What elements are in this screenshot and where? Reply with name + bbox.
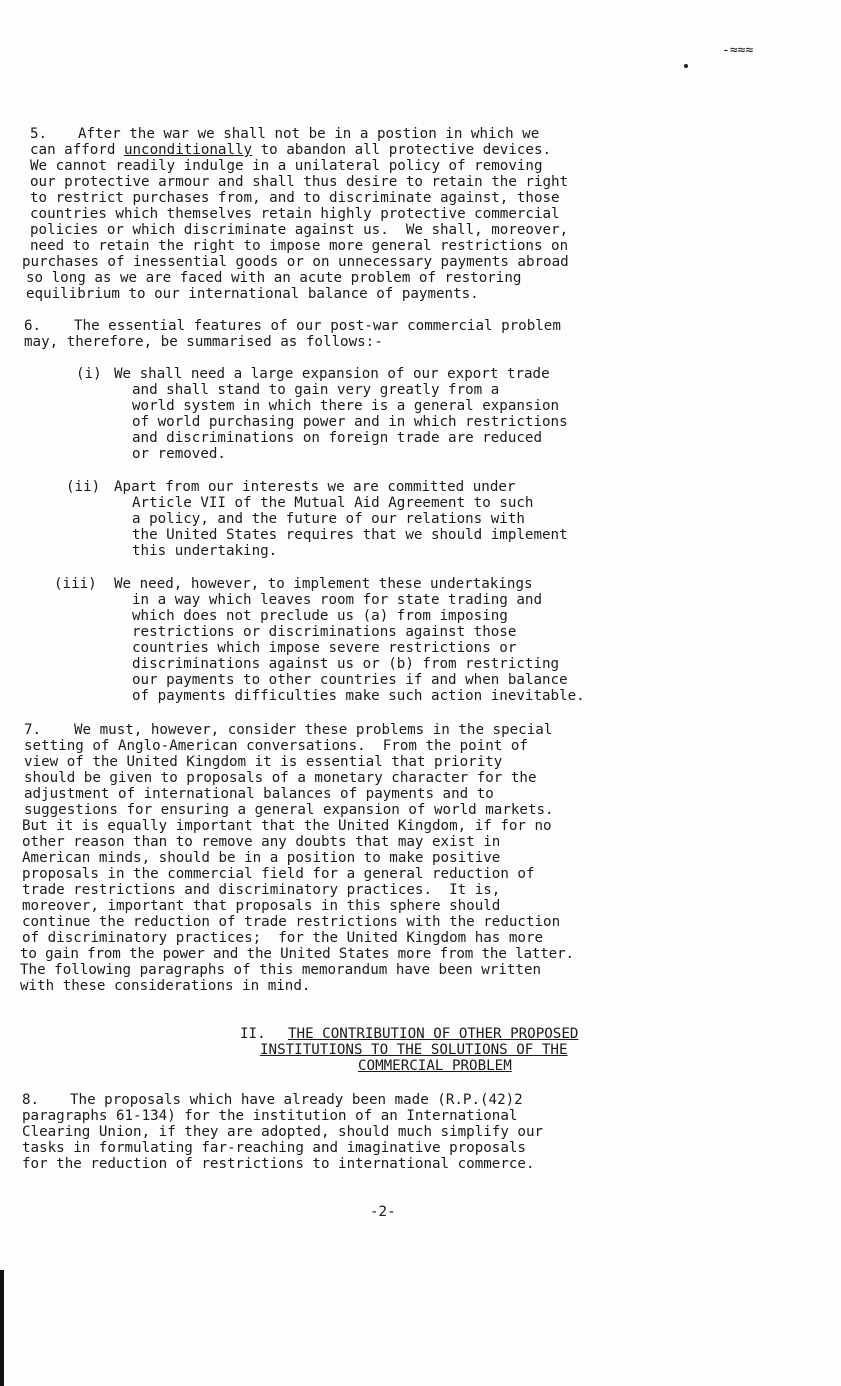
text-line: view of the United Kingdom it is essential that priority bbox=[24, 754, 503, 770]
text-line: adjustment of international balances of payments and to bbox=[24, 786, 494, 802]
text-line: countries which themselves retain highly protective commercial bbox=[30, 206, 560, 222]
text-line: may, therefore, be summarised as follows:- bbox=[24, 334, 383, 350]
text-line: for the reduction of restrictions to international commerce. bbox=[22, 1156, 535, 1172]
paragraph-number: 8. bbox=[22, 1092, 40, 1108]
text-line: a policy, and the future of our relations with bbox=[132, 511, 525, 527]
text-line: proposals in the commercial field for a general reduction of bbox=[22, 866, 535, 882]
text-fragment: can afford bbox=[30, 142, 116, 158]
text-line: and shall stand to gain very greatly from a bbox=[132, 382, 500, 398]
text-line: so long as we are faced with an acute problem of restoring bbox=[26, 270, 522, 286]
text-line: tasks in formulating far-reaching and imaginative proposals bbox=[22, 1140, 526, 1156]
scan-edge bbox=[0, 1270, 4, 1386]
text-line: The following paragraphs of this memorandum have been written bbox=[20, 962, 542, 978]
item-label: (ii) bbox=[66, 479, 101, 495]
text-fragment: to abandon all protective devices. bbox=[260, 142, 552, 158]
item-label: (iii) bbox=[54, 576, 97, 592]
text-line: to restrict purchases from, and to discriminate against, those bbox=[30, 190, 560, 206]
text-line: The essential features of our post-war commercial problem bbox=[74, 318, 561, 334]
text-line: Apart from our interests we are committed under bbox=[114, 479, 516, 495]
text-line: of payments difficulties make such action inevitable. bbox=[132, 688, 585, 704]
text-line: this undertaking. bbox=[132, 543, 278, 559]
paragraph-number: 5. bbox=[30, 126, 48, 142]
text-line: or removed. bbox=[132, 446, 226, 462]
text-line: The proposals which have already been made (R.P.(42)2 bbox=[70, 1092, 523, 1108]
text-line: trade restrictions and discriminatory practices. It is, bbox=[22, 882, 501, 898]
text-line: discriminations against us or (b) from restricting bbox=[132, 656, 560, 672]
text-line: Article VII of the Mutual Aid Agreement to such bbox=[132, 495, 534, 511]
text-line: countries which impose severe restrictions or bbox=[132, 640, 517, 656]
heading-line: COMMERCIAL PROBLEM bbox=[358, 1058, 512, 1074]
text-line: of world purchasing power and in which restrictions bbox=[132, 414, 568, 430]
text-line: setting of Anglo-American conversations. From the point of bbox=[24, 738, 528, 754]
underlined-word: unconditionally bbox=[123, 142, 253, 158]
text-line: We must, however, consider these problems in the special bbox=[74, 722, 553, 738]
header-mark: -≈≈≈ bbox=[722, 43, 754, 58]
text-line: should be given to proposals of a monetary character for the bbox=[24, 770, 537, 786]
item-label: (i) bbox=[76, 366, 102, 382]
text-line: the United States requires that we should implement bbox=[132, 527, 568, 543]
text-line: After the war we shall not be in a postion in which we bbox=[78, 126, 540, 142]
text-line: our protective armour and shall thus desire to retain the right bbox=[30, 174, 569, 190]
text-line: world system in which there is a general expansion bbox=[132, 398, 560, 414]
text-line: We shall need a large expansion of our export trade bbox=[114, 366, 550, 382]
text-line: suggestions for ensuring a general expansion of world markets. bbox=[24, 802, 554, 818]
text-line: restrictions or discriminations against those bbox=[132, 624, 517, 640]
text-line: policies or which discriminate against us. We shall, moreover, bbox=[30, 222, 569, 238]
page-number: -2- bbox=[370, 1204, 396, 1220]
text-line: need to retain the right to impose more general restrictions on bbox=[30, 238, 569, 254]
text-line: our payments to other countries if and when balance bbox=[132, 672, 568, 688]
text-line: equilibrium to our international balance of payments. bbox=[26, 286, 479, 302]
text-line: other reason than to remove any doubts that may exist in bbox=[22, 834, 501, 850]
text-line: and discriminations on foreign trade are reduced bbox=[132, 430, 542, 446]
text-line: purchases of inessential goods or on unnecessary payments abroad bbox=[22, 254, 569, 270]
text-line: to gain from the power and the United States more from the latter. bbox=[20, 946, 574, 962]
text-line: We need, however, to implement these undertakings bbox=[114, 576, 533, 592]
text-line: in a way which leaves room for state trading and bbox=[132, 592, 542, 608]
text-line: which does not preclude us (a) from imposing bbox=[132, 608, 508, 624]
text-line: American minds, should be in a position to make positive bbox=[22, 850, 501, 866]
text-line: continue the reduction of trade restrictions with the reduction bbox=[22, 914, 561, 930]
text-line: moreover, important that proposals in this sphere should bbox=[22, 898, 501, 914]
text-line bbox=[30, 142, 551, 158]
paragraph-number: 6. bbox=[24, 318, 42, 334]
section-number: II. bbox=[240, 1026, 266, 1042]
text-line: But it is equally important that the United Kingdom, if for no bbox=[22, 818, 552, 834]
ink-dot bbox=[684, 64, 688, 68]
text-line: paragraphs 61-134) for the institution of an International bbox=[22, 1108, 518, 1124]
text-line: of discriminatory practices; for the United Kingdom has more bbox=[22, 930, 544, 946]
heading-line: INSTITUTIONS TO THE SOLUTIONS OF THE bbox=[260, 1042, 568, 1058]
text-line: Clearing Union, if they are adopted, should much simplify our bbox=[22, 1124, 544, 1140]
text-line: with these considerations in mind. bbox=[20, 978, 311, 994]
text-line: We cannot readily indulge in a unilateral policy of removing bbox=[30, 158, 543, 174]
paragraph-number: 7. bbox=[24, 722, 42, 738]
heading-line: THE CONTRIBUTION OF OTHER PROPOSED bbox=[288, 1026, 579, 1042]
